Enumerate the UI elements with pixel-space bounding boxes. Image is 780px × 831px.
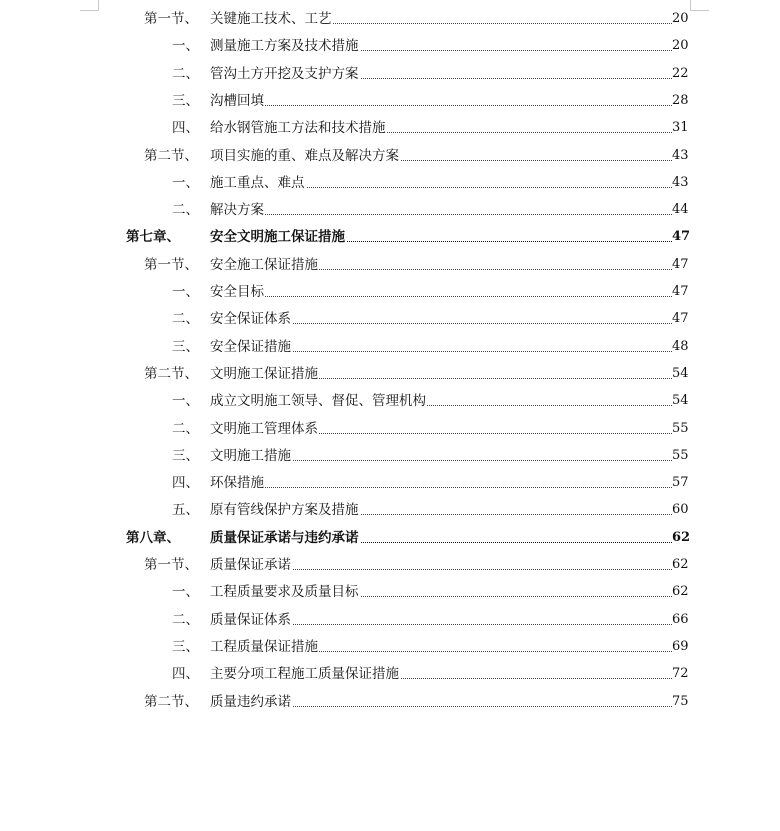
toc-entry-number: 第一节、 bbox=[144, 557, 198, 573]
toc-entry-number: 二、 bbox=[172, 311, 199, 328]
toc-entry-page-number: 47 bbox=[672, 229, 691, 245]
toc-entry-item[interactable] bbox=[0, 579, 780, 606]
toc-entry-title: 关键施工技术、工艺 bbox=[210, 11, 332, 27]
toc-entry-page-number: 31 bbox=[672, 120, 689, 136]
toc-entry-title: 安全文明施工保证措施 bbox=[210, 229, 345, 246]
toc-entry-page-number: 66 bbox=[672, 611, 689, 627]
toc-entry-number: 一、 bbox=[172, 584, 199, 601]
toc-entry-page-number: 55 bbox=[672, 447, 689, 463]
toc-entry-number: 二、 bbox=[172, 202, 199, 219]
toc-entry-page-number: 57 bbox=[672, 475, 689, 491]
toc-entry-number: 第二节、 bbox=[144, 147, 198, 164]
toc-entry-item[interactable] bbox=[0, 197, 780, 224]
toc-entry-page-number: 28 bbox=[672, 92, 689, 108]
toc-entry-title: 文明施工措施 bbox=[210, 447, 291, 464]
toc-entry-page-number: 62 bbox=[672, 584, 689, 600]
toc-entry-title: 质量保证承诺与违约承诺 bbox=[210, 529, 359, 546]
toc-entry-number: 二、 bbox=[172, 420, 199, 437]
toc-entry-number: 五、 bbox=[172, 502, 199, 519]
toc-entry-item[interactable] bbox=[0, 634, 780, 661]
toc-entry-item[interactable] bbox=[0, 61, 780, 88]
toc-entry-item[interactable] bbox=[0, 334, 780, 361]
toc-entry-section[interactable] bbox=[0, 143, 780, 170]
toc-entry-section[interactable] bbox=[0, 689, 780, 716]
toc-entry-number: 四、 bbox=[172, 666, 199, 683]
toc-entry-title: 安全施工保证措施 bbox=[210, 256, 318, 273]
toc-entry-number: 一、 bbox=[172, 38, 199, 55]
toc-entry-number: 一、 bbox=[172, 174, 199, 191]
toc-entry-title: 安全保证体系 bbox=[210, 311, 291, 328]
toc-entry-page-number: 60 bbox=[672, 502, 689, 518]
toc-entry-title: 质量违约承诺 bbox=[210, 693, 291, 710]
toc-entry-page-number: 54 bbox=[672, 365, 689, 381]
toc-entry-number: 三、 bbox=[172, 447, 199, 464]
toc-entry-page-number: 75 bbox=[672, 693, 689, 709]
toc-entry-number: 三、 bbox=[172, 638, 199, 655]
toc-entry-number: 二、 bbox=[172, 611, 199, 628]
toc-entry-number: 四、 bbox=[172, 120, 199, 137]
toc-entry-item[interactable] bbox=[0, 170, 780, 197]
toc-entry-item[interactable] bbox=[0, 416, 780, 443]
toc-entry-number: 第二节、 bbox=[144, 693, 198, 710]
toc-entry-item[interactable] bbox=[0, 661, 780, 688]
toc-entry-title: 主要分项工程施工质量保证措施 bbox=[210, 666, 399, 683]
toc-entry-page-number: 44 bbox=[672, 202, 689, 218]
toc-entry-number: 第一节、 bbox=[144, 256, 198, 273]
toc-entry-title: 解决方案 bbox=[210, 202, 264, 219]
toc-entry-page-number: 47 bbox=[672, 284, 689, 299]
toc-entry-page-number: 55 bbox=[672, 420, 689, 436]
toc-entry-title: 管沟土方开挖及支护方案 bbox=[210, 65, 359, 82]
toc-entry-page-number: 20 bbox=[672, 38, 689, 54]
toc-entry-title: 安全目标 bbox=[210, 284, 264, 300]
toc-entry-number: 一、 bbox=[172, 393, 199, 410]
toc-dot-leader bbox=[210, 487, 672, 488]
toc-entry-page-number: 62 bbox=[672, 529, 691, 545]
toc-entry-page-number: 47 bbox=[672, 311, 689, 327]
toc-entry-number: 四、 bbox=[172, 475, 199, 492]
toc-dot-leader bbox=[210, 296, 672, 297]
toc-entry-item[interactable] bbox=[0, 115, 780, 142]
toc-entry-page-number: 20 bbox=[672, 11, 689, 26]
toc-entry-page-number: 69 bbox=[672, 638, 689, 654]
toc-entry-title: 环保措施 bbox=[210, 475, 264, 492]
toc-entry-title: 工程质量保证措施 bbox=[210, 638, 318, 655]
toc-entry-title: 测量施工方案及技术措施 bbox=[210, 38, 359, 55]
toc-entry-item[interactable] bbox=[0, 88, 780, 115]
toc-entry-section[interactable] bbox=[0, 6, 780, 33]
toc-entry-item[interactable] bbox=[0, 607, 780, 634]
toc-dot-leader bbox=[210, 214, 672, 215]
toc-entry-page-number: 54 bbox=[672, 393, 689, 409]
toc-entry-title: 文明施工保证措施 bbox=[210, 365, 318, 382]
toc-entry-item[interactable] bbox=[0, 388, 780, 415]
toc-entry-page-number: 48 bbox=[672, 338, 689, 354]
toc-entry-number: 第一节、 bbox=[144, 11, 198, 27]
toc-entry-number: 第七章、 bbox=[126, 229, 180, 246]
toc-entry-title: 给水钢管施工方法和技术措施 bbox=[210, 120, 386, 137]
toc-entry-page-number: 22 bbox=[672, 65, 689, 81]
toc-entry-section[interactable] bbox=[0, 361, 780, 388]
toc-entry-title: 安全保证措施 bbox=[210, 338, 291, 355]
toc-dot-leader bbox=[210, 105, 672, 106]
toc-entry-number: 第二节、 bbox=[144, 365, 198, 382]
toc-entry-number: 二、 bbox=[172, 65, 199, 82]
toc-entry-title: 项目实施的重、难点及解决方案 bbox=[210, 147, 399, 164]
toc-entry-number: 第八章、 bbox=[126, 529, 180, 546]
toc-entry-title: 施工重点、难点 bbox=[210, 174, 305, 191]
toc-entry-item[interactable] bbox=[0, 33, 780, 60]
toc-entry-number: 三、 bbox=[172, 338, 199, 355]
toc-entry-page-number: 47 bbox=[672, 256, 689, 272]
toc-entry-number: 三、 bbox=[172, 92, 199, 109]
toc-entry-number: 一、 bbox=[172, 284, 199, 300]
toc-entry-page-number: 62 bbox=[672, 557, 689, 572]
toc-entry-item[interactable] bbox=[0, 497, 780, 524]
toc-entry-title: 原有管线保护方案及措施 bbox=[210, 502, 359, 519]
toc-entry-page-number: 72 bbox=[672, 666, 689, 682]
toc-entry-item[interactable] bbox=[0, 279, 780, 306]
toc-entry-title: 文明施工管理体系 bbox=[210, 420, 318, 437]
toc-entry-chapter[interactable] bbox=[0, 525, 780, 552]
toc-entry-chapter[interactable] bbox=[0, 224, 780, 251]
toc-entry-title: 质量保证体系 bbox=[210, 611, 291, 628]
toc-entry-title: 工程质量要求及质量目标 bbox=[210, 584, 359, 601]
toc-entry-item[interactable] bbox=[0, 306, 780, 333]
toc-entry-item[interactable] bbox=[0, 470, 780, 497]
toc-entry-title: 成立文明施工领导、督促、管理机构 bbox=[210, 393, 426, 410]
toc-entry-title: 质量保证承诺 bbox=[210, 557, 291, 573]
toc-entry-section[interactable] bbox=[0, 252, 780, 279]
toc-entry-section[interactable] bbox=[0, 552, 780, 579]
toc-entry-page-number: 43 bbox=[672, 147, 689, 163]
toc-entry-title: 沟槽回填 bbox=[210, 92, 264, 109]
toc-entry-page-number: 43 bbox=[672, 174, 689, 190]
toc-entry-item[interactable] bbox=[0, 443, 780, 470]
